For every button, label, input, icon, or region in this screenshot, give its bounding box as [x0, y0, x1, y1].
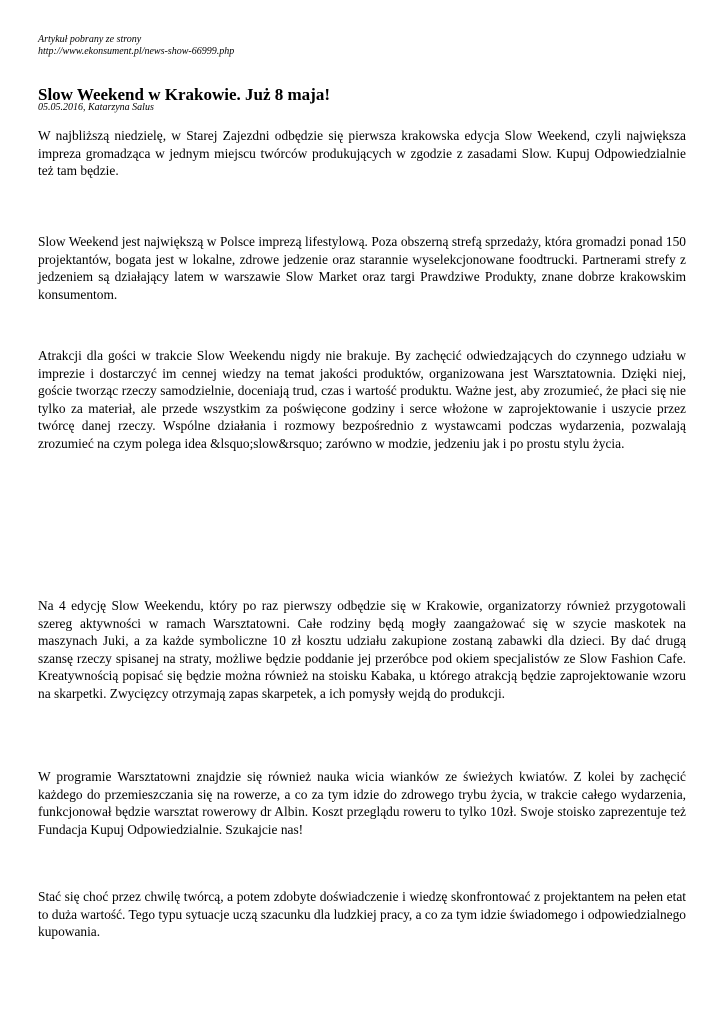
- paragraph-program: W programie Warsztatowni znajdzie się również nauka wicia wianków ze świeżych kwiatów. Z kolei by zachęcić każdego do przemieszczania się na rowerze, a co za tym idzie do zdrowego trybu życia, w trakcie całego wydarzenia, funkcjonował będzie warsztat rowerowy dr Albin. Koszt przeglądu roweru to tylko 10zł. Swoje stoisko zaprezentuje też Fundacja Kupuj Odpowiedzialnie. Szukajcie nas!: [38, 769, 686, 837]
- source-note: [38, 34, 234, 58]
- paragraph-closing: Stać się choć przez chwilę twórcą, a potem zdobyte doświadczenie i wiedzę skonfrontować z projektantem na pełen etat to duża wartość. Tego typu sytuacje uczą szacunku dla ludzkiej pracy, a co za tym idzie świadomego i odpowiedzialnego kupowania.: [38, 889, 686, 939]
- article-title: Slow Weekend w Krakowie. Już 8 maja!: [38, 85, 330, 104]
- paragraph-about: Slow Weekend jest największą w Polsce imprezą lifestylową. Poza obszerną strefą sprzedaży, która gromadzi ponad 150 projektantów, bogata jest w lokalne, zdrowe jedzenie oraz starannie wyselekcjonowane foodtrucki. Partnerami strefy z jedzeniem są działający latem w warszawie Slow Market oraz targi Prawdziwe Produkty, znane dobrze krakowskim konsumentom.: [38, 234, 686, 302]
- paragraph-workshops: Na 4 edycję Slow Weekendu, który po raz pierwszy odbędzie się w Krakowie, organizatorzy również przygotowali szereg aktywności w ramach Warsztatowni. Całe rodziny będą mogły zaangażować się w szycie maskotek na maszynach Juki, a za każde symboliczne 10 zł kosztu udziału zakupione zostaną zabawki dla dzieci. By dać drugą szansę rzeczy spisanej na straty, możliwe będzie poddanie jej przeróbce pod okiem specjalistów ze Slow Fashion Cafe. Kreatywnością popisać się będzie można również na stoisku Kabaka, u którego atrakcją będzie zaprojektowanie wzoru na skarpetki. Zwycięzcy otrzymają zapas skarpetek, a ich pomysły wejdą do produkcji.: [38, 598, 686, 701]
- source-label: Artykuł pobrany ze strony: [38, 34, 142, 45]
- paragraph-intro: W najbliższą niedzielę, w Starej Zajezdni odbędzie się pierwsza krakowska edycja Slow Weekend, czyli największa impreza gromadząca w jednym miejscu twórców produkujących w zgodzie z zasadami Slow. Kupuj Odpowiedzialnie też tam będzie.: [38, 128, 686, 178]
- source-url: http://www.ekonsument.pl/news-show-66999.php: [38, 46, 235, 57]
- paragraph-attractions: Atrakcji dla gości w trakcie Slow Weekendu nigdy nie brakuje. By zachęcić odwiedzających do czynnego udziału w imprezie i dostarczyć im cennej wiedzy na temat jakości produktów, organizowana jest Warsztatownia. Dzięki niej, goście tworząc rzeczy samodzielnie, doceniają trud, czas i wartość produktu. Ważne jest, aby zrozumieć, że płaci się nie tylko za materiał, ale przede wszystkim za poświęcone godziny i serce włożone w zaprojektowanie i uszycie przez twórcę danej rzeczy. Wspólne działania i rozmowy bezpośrednio z wystawcami podczas wydarzenia, pozwalają zrozumieć na czym polega idea &lsquo;slow&rsquo; zarówno w modzie, jedzeniu jak i po prostu stylu życia.: [38, 348, 686, 451]
- article-byline: 05.05.2016, Katarzyna Salus: [38, 102, 154, 113]
